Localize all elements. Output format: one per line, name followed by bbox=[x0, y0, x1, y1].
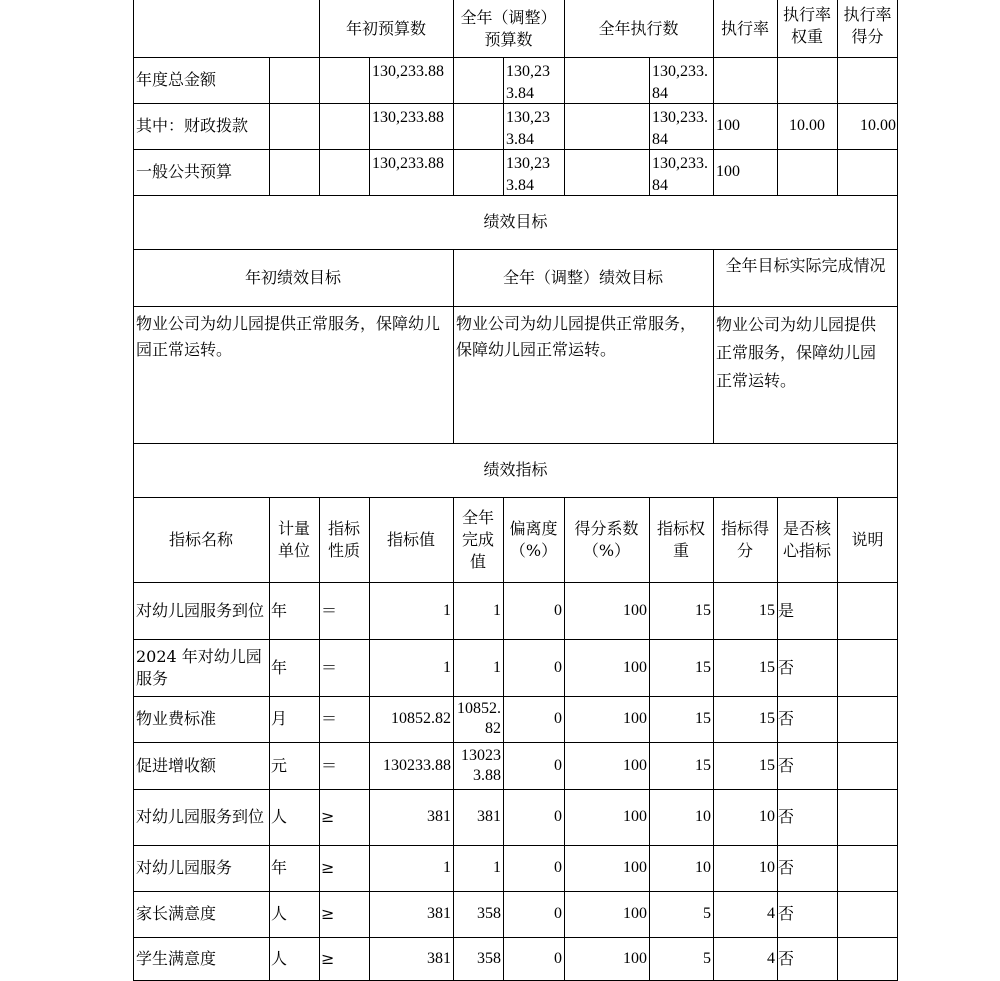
header-exec-weight: 执行率权重 bbox=[782, 5, 831, 46]
indicator-coefficient: 100 bbox=[623, 658, 647, 676]
indicator-completed: 130233.88 bbox=[461, 746, 501, 784]
indicator-deviation: 0 bbox=[554, 756, 562, 774]
ind-header-completed: 全年完成值 bbox=[462, 507, 495, 571]
indicator-note bbox=[837, 845, 898, 891]
indicator-core: 是 bbox=[778, 600, 795, 620]
budget-row-initial: 130,233.88 bbox=[372, 155, 444, 172]
indicator-score: 4 bbox=[767, 950, 775, 967]
goal-adjusted-label: 全年（调整）绩效目标 bbox=[502, 267, 663, 287]
indicator-deviation: 0 bbox=[554, 710, 562, 727]
indicator-completed: 381 bbox=[477, 808, 501, 825]
budget-row-adjusted: 130,233.84 bbox=[506, 63, 550, 102]
indicator-target: 381 bbox=[427, 905, 451, 922]
indicator-unit: 人 bbox=[271, 807, 288, 826]
indicator-target: 381 bbox=[427, 950, 451, 967]
indicator-unit: 年 bbox=[271, 657, 288, 677]
indicator-core: 否 bbox=[778, 807, 795, 826]
indicator-weight: 15 bbox=[695, 756, 711, 774]
indicator-nature: ＝ bbox=[321, 657, 338, 677]
indicator-target: 10852.82 bbox=[391, 710, 451, 727]
indicator-nature: ≥ bbox=[321, 949, 335, 968]
ind-header-score: 指标得分 bbox=[720, 518, 769, 560]
budget-row-executed: 130,233.84 bbox=[652, 109, 708, 148]
indicator-completed: 10852.82 bbox=[457, 700, 501, 737]
ind-header-coefficient: 得分系数（%） bbox=[574, 518, 639, 560]
budget-row-score: 10.00 bbox=[860, 117, 896, 134]
budget-row-adjusted: 130,233.84 bbox=[506, 109, 550, 148]
budget-row-executed: 130,233.84 bbox=[652, 63, 708, 102]
indicator-coefficient: 100 bbox=[623, 710, 647, 727]
indicator-nature: ＝ bbox=[321, 600, 338, 620]
indicator-completed: 1 bbox=[493, 601, 501, 619]
indicator-score: 15 bbox=[759, 710, 775, 727]
ind-header-core: 是否核心指标 bbox=[782, 518, 831, 560]
indicator-unit: 年 bbox=[271, 600, 288, 620]
budget-row-weight bbox=[777, 149, 837, 195]
indicator-unit: 人 bbox=[271, 949, 288, 968]
indicator-name: 对幼儿园服务 bbox=[136, 858, 233, 877]
indicator-deviation: 0 bbox=[554, 658, 562, 676]
indicator-unit: 年 bbox=[271, 858, 288, 877]
header-adjusted-budget: 全年（调整）预算数 bbox=[460, 7, 557, 49]
indicator-weight: 10 bbox=[695, 808, 711, 825]
header-executed: 全年执行数 bbox=[598, 18, 679, 38]
indicator-note bbox=[837, 582, 898, 639]
header-initial-budget: 年初预算数 bbox=[345, 18, 426, 38]
indicator-note bbox=[837, 891, 898, 937]
indicator-target: 1 bbox=[443, 601, 451, 619]
indicator-name: 促进增收额 bbox=[136, 755, 217, 775]
budget-row-score bbox=[837, 149, 898, 195]
indicator-coefficient: 100 bbox=[623, 859, 647, 876]
ind-header-nature: 指标性质 bbox=[327, 518, 360, 560]
goal-actual-label: 全年目标实际完成情况 bbox=[725, 256, 886, 275]
indicator-nature: ≥ bbox=[321, 807, 335, 826]
indicator-core: 否 bbox=[778, 657, 795, 677]
indicator-core: 否 bbox=[778, 858, 795, 877]
indicator-name: 学生满意度 bbox=[136, 949, 217, 968]
budget-row-initial: 130,233.88 bbox=[372, 109, 444, 126]
indicator-score: 10 bbox=[759, 859, 775, 876]
indicator-coefficient: 100 bbox=[623, 756, 647, 774]
goal-adjusted-text: 物业公司为幼儿园提供正常服务，保障幼儿园正常运转。 bbox=[456, 314, 697, 359]
performance-table bbox=[133, 0, 898, 981]
indicator-name: 家长满意度 bbox=[136, 904, 217, 923]
indicator-completed: 358 bbox=[477, 950, 501, 967]
indicator-unit: 月 bbox=[271, 709, 288, 728]
ind-header-weight: 指标权重 bbox=[656, 518, 705, 560]
header-exec-score: 执行率得分 bbox=[843, 5, 892, 46]
budget-row-weight: 10.00 bbox=[789, 117, 825, 134]
indicator-score: 10 bbox=[759, 808, 775, 825]
ind-header-note: 说明 bbox=[851, 529, 884, 549]
indicator-score: 15 bbox=[759, 658, 775, 676]
indicator-coefficient: 100 bbox=[623, 808, 647, 825]
indicator-note bbox=[837, 696, 898, 742]
budget-row-weight bbox=[777, 57, 837, 103]
indicator-score: 15 bbox=[759, 756, 775, 774]
indicator-note bbox=[837, 742, 898, 789]
indicator-coefficient: 100 bbox=[623, 950, 647, 967]
indicator-weight: 15 bbox=[695, 658, 711, 676]
budget-row-label: 一般公共预算 bbox=[136, 162, 233, 181]
ind-header-target: 指标值 bbox=[386, 529, 435, 549]
indicator-weight: 15 bbox=[695, 710, 711, 727]
indicator-completed: 1 bbox=[493, 859, 501, 876]
indicator-weight: 5 bbox=[703, 950, 711, 967]
indicator-coefficient: 100 bbox=[623, 601, 647, 619]
indicator-note bbox=[837, 937, 898, 981]
indicator-target: 1 bbox=[443, 859, 451, 876]
indicator-target: 1 bbox=[443, 658, 451, 676]
budget-row-score bbox=[837, 57, 898, 103]
budget-row-rate bbox=[713, 57, 777, 103]
indicator-score: 15 bbox=[759, 601, 775, 619]
indicator-score: 4 bbox=[767, 905, 775, 922]
indicator-unit: 元 bbox=[271, 755, 288, 775]
indicator-name: 对幼儿园服务到位 bbox=[136, 807, 265, 826]
indicator-name: 物业费标准 bbox=[136, 709, 217, 728]
indicator-core: 否 bbox=[778, 949, 795, 968]
indicator-coefficient: 100 bbox=[623, 905, 647, 922]
indicator-deviation: 0 bbox=[554, 808, 562, 825]
ind-header-name: 指标名称 bbox=[168, 529, 233, 549]
goal-initial-label: 年初绩效目标 bbox=[244, 267, 341, 287]
indicator-nature: ≥ bbox=[321, 858, 335, 877]
indicator-deviation: 0 bbox=[554, 950, 562, 967]
indicator-weight: 10 bbox=[695, 859, 711, 876]
budget-row-rate: 100 bbox=[716, 117, 740, 134]
indicator-name: 2024 年对幼儿园服务 bbox=[136, 646, 262, 688]
goal-actual-text: 物业公司为幼儿园提供正常服务，保障幼儿园正常运转。 bbox=[716, 315, 877, 390]
indicator-nature: ≥ bbox=[321, 904, 335, 923]
goals-section-title: 绩效目标 bbox=[483, 212, 548, 231]
indicator-completed: 358 bbox=[477, 905, 501, 922]
budget-row-initial: 130,233.88 bbox=[372, 63, 444, 80]
indicator-deviation: 0 bbox=[554, 905, 562, 922]
indicator-nature: ＝ bbox=[321, 709, 338, 728]
indicator-weight: 15 bbox=[695, 601, 711, 619]
indicator-deviation: 0 bbox=[554, 859, 562, 876]
indicator-nature: ＝ bbox=[321, 755, 338, 775]
indicator-core: 否 bbox=[778, 755, 795, 775]
ind-header-unit: 计量单位 bbox=[277, 518, 310, 560]
budget-row-rate: 100 bbox=[716, 163, 740, 180]
indicators-section-title: 绩效指标 bbox=[483, 460, 548, 479]
indicator-core: 否 bbox=[778, 904, 795, 923]
budget-row-label: 其中：财政拨款 bbox=[136, 116, 249, 135]
budget-row-executed: 130,233.84 bbox=[652, 155, 708, 194]
indicator-completed: 1 bbox=[493, 658, 501, 676]
indicator-unit: 人 bbox=[271, 904, 288, 923]
indicator-note bbox=[837, 639, 898, 696]
indicator-deviation: 0 bbox=[554, 601, 562, 619]
budget-row-label: 年度总金额 bbox=[136, 70, 217, 89]
budget-row-adjusted: 130,233.84 bbox=[506, 155, 550, 194]
indicator-target: 130233.88 bbox=[383, 756, 451, 774]
indicator-target: 381 bbox=[427, 808, 451, 825]
ind-header-deviation: 偏离度（%） bbox=[509, 518, 558, 560]
indicator-core: 否 bbox=[778, 709, 795, 728]
indicator-name: 对幼儿园服务到位 bbox=[136, 600, 265, 620]
goal-initial-text: 物业公司为幼儿园提供正常服务，保障幼儿园正常运转。 bbox=[136, 314, 441, 359]
indicator-weight: 5 bbox=[703, 905, 711, 922]
header-exec-rate: 执行率 bbox=[720, 18, 769, 38]
indicator-note bbox=[837, 789, 898, 845]
